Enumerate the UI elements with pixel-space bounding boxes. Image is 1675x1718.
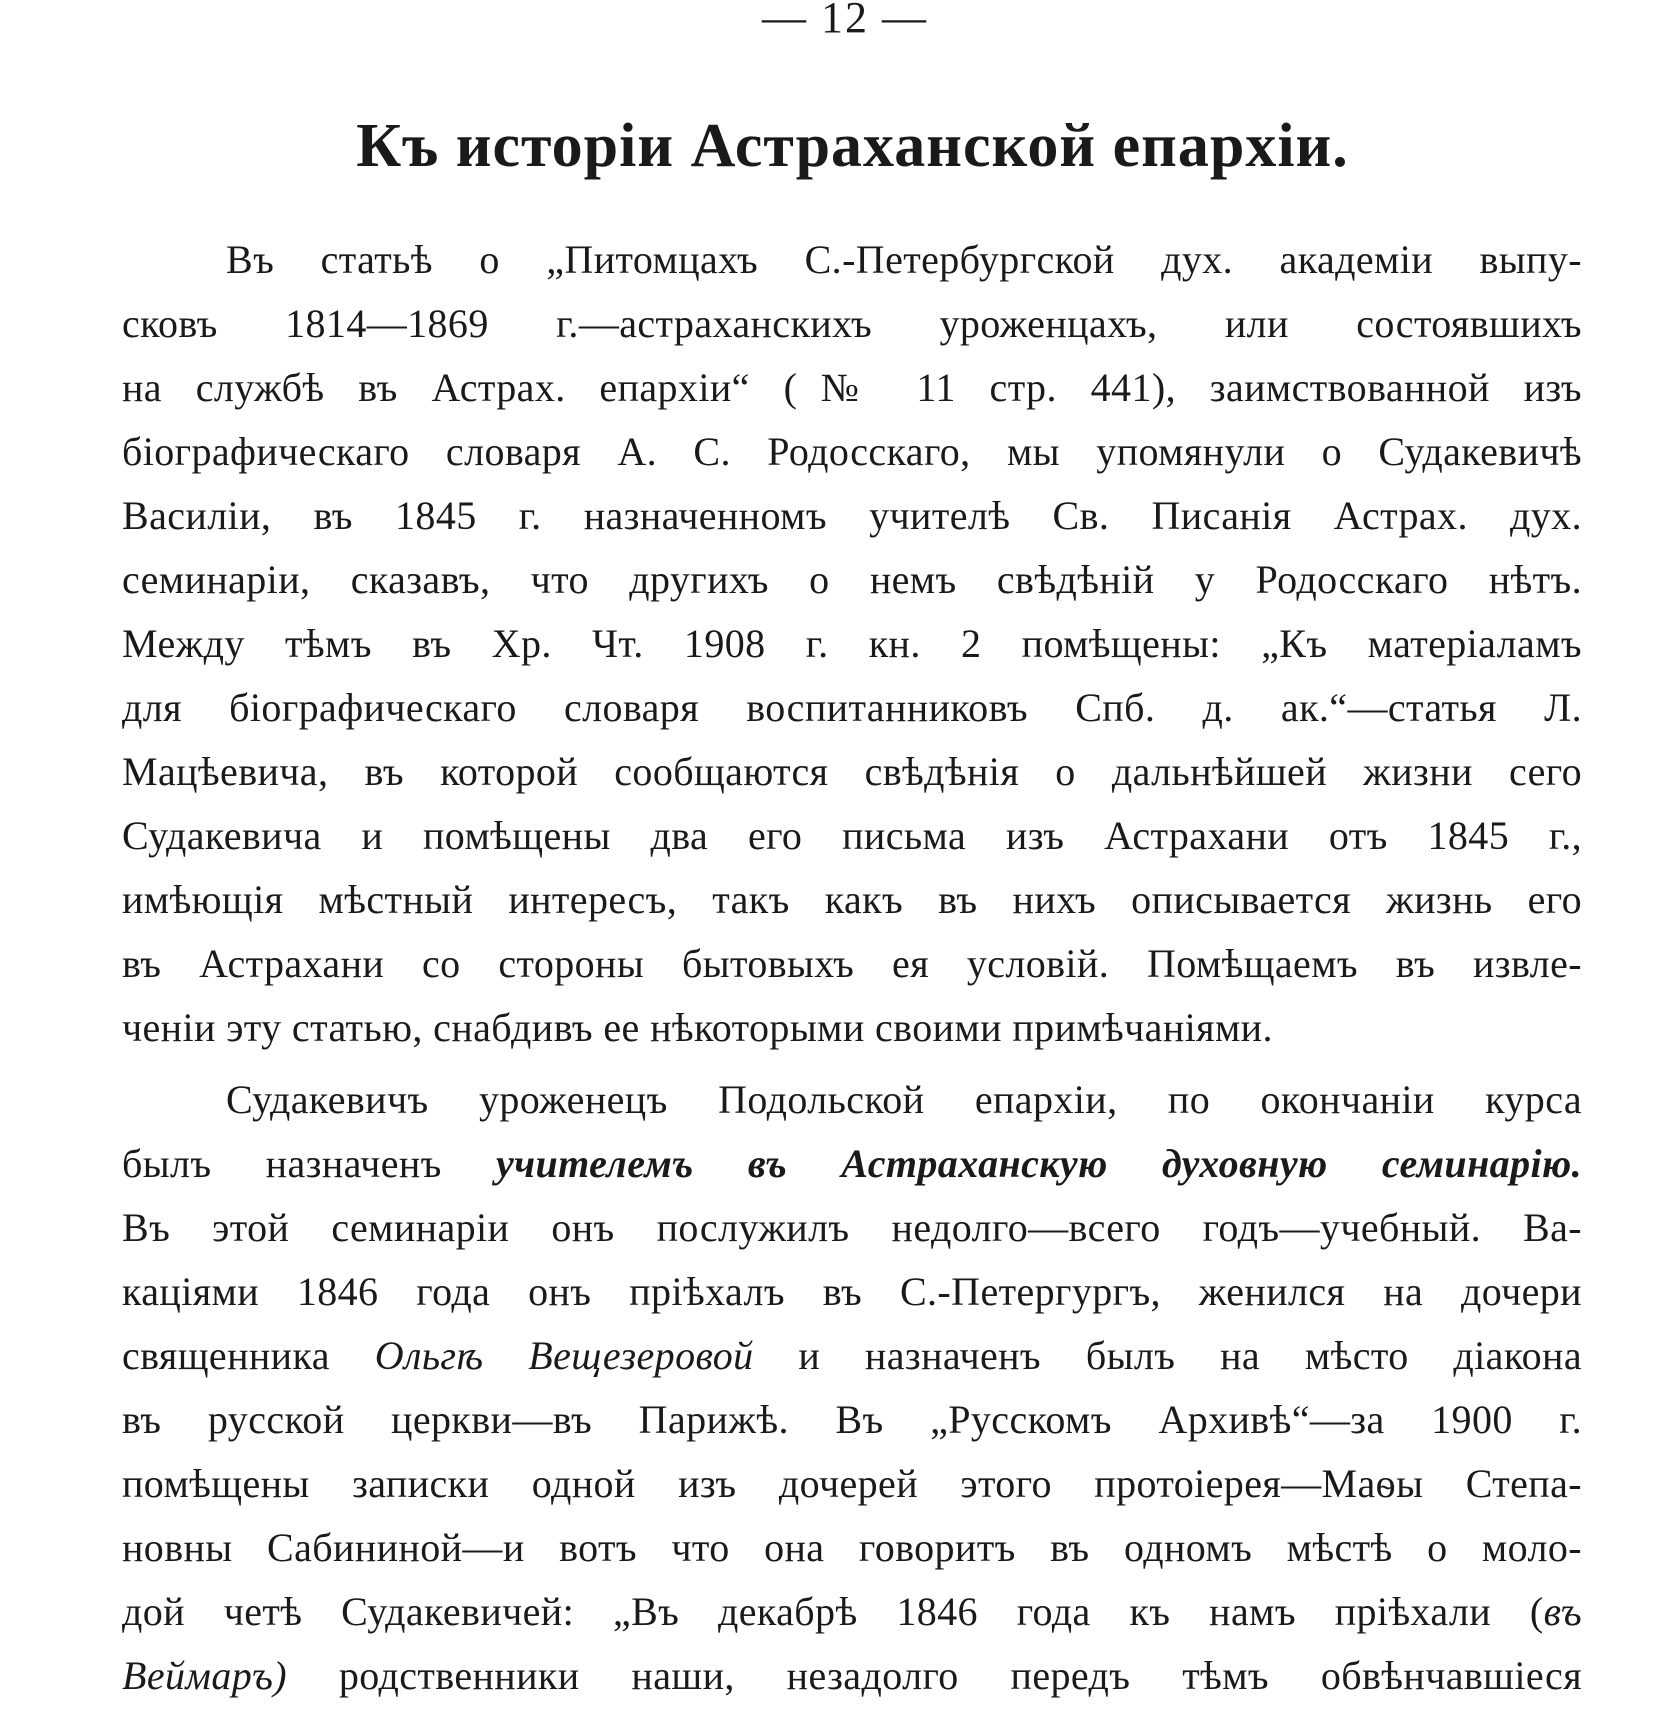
text-line: для біографическаго словаря воспитанниковъ Спб. д. ак.“—статья Л. xyxy=(122,685,1582,730)
emphasized-text: Веймаръ) xyxy=(122,1653,287,1698)
article-body xyxy=(122,228,1582,1708)
text-line: семинаріи, сказавъ, что другихъ о немъ свѣдѣній у Родосскаго нѣтъ. xyxy=(122,557,1582,602)
text-line: Въ этой семинаріи онъ послужилъ недолго—всего годъ—учебный. Ва- xyxy=(122,1205,1582,1250)
text-run: родственники наши, незадолго передъ тѣмъ обвѣнчавшіеся xyxy=(287,1653,1582,1698)
text-line: сковъ 1814—1869 г.—астраханскихъ уроженцахъ, или состоявшихъ xyxy=(122,301,1582,346)
text-run: священника xyxy=(122,1333,375,1378)
text-line: помѣщены записки одной изъ дочерей этого протоіерея—Маѳы Степа- xyxy=(122,1461,1582,1506)
text-line: каціями 1846 года онъ пріѣхалъ въ С.-Петергургъ, женился на дочери xyxy=(122,1269,1582,1314)
article-title: Къ исторіи Астраханской епархіи. xyxy=(356,112,1349,180)
paragraph-1 xyxy=(122,228,1582,1060)
text-line: ченіи эту статью, снабдивъ ее нѣкоторыми своими примѣчаніями. xyxy=(122,1005,1273,1050)
text-line: Судакевичъ уроженецъ Подольской епархіи, по окончаніи курса xyxy=(226,1077,1582,1122)
text-line: Судакевича и помѣщены два его письма изъ Астрахани отъ 1845 г., xyxy=(122,813,1582,858)
text-line: Мацѣевича, въ которой сообщаются свѣдѣнія о дальнѣйшей жизни сего xyxy=(122,749,1582,794)
text-line xyxy=(122,1580,1582,1644)
text-line: біографическаго словаря А. С. Родосскаго, мы упомянули о Судакевичѣ xyxy=(122,429,1582,474)
text-line xyxy=(122,1324,1582,1388)
emphasized-text: Ольгѣ Вещезеровой xyxy=(374,1333,754,1378)
text-line xyxy=(122,1644,1582,1708)
text-line: на службѣ въ Астрах. епархіи“ (№ 11 стр. 441), заимствованной изъ xyxy=(122,365,1582,410)
text-line: Между тѣмъ въ Хр. Чт. 1908 г. кн. 2 помѣщены: „Къ матеріаламъ xyxy=(122,621,1582,666)
text-line: новны Сабининой—и вотъ что она говоритъ въ одномъ мѣстѣ о моло- xyxy=(122,1525,1582,1570)
text-line xyxy=(122,1132,1582,1196)
text-line: Въ статьѣ о „Питомцахъ С.-Петербургской дух. академіи выпу- xyxy=(226,237,1582,282)
emphasized-text: учителемъ въ Астраханскую духовную семинарію. xyxy=(495,1141,1582,1186)
text-run: и назначенъ былъ на мѣсто діакона xyxy=(753,1333,1582,1378)
text-run: дой четѣ Судакевичей: „Въ декабрѣ 1846 года къ намъ пріѣхали ( xyxy=(122,1589,1544,1634)
text-line: Василіи, въ 1845 г. назначенномъ учителѣ Св. Писанія Астрах. дух. xyxy=(122,493,1582,538)
text-line: въ русской церкви—въ Парижѣ. Въ „Русскомъ Архивѣ“—за 1900 г. xyxy=(122,1397,1582,1442)
paragraph-2 xyxy=(122,1068,1582,1708)
text-line: въ Астрахани со стороны бытовыхъ ея условій. Помѣщаемъ въ извле- xyxy=(122,941,1582,986)
text-line: имѣющія мѣстный интересъ, такъ какъ въ нихъ описывается жизнь его xyxy=(122,877,1582,922)
page-number: — 12 — xyxy=(762,0,928,42)
text-run: былъ назначенъ xyxy=(122,1141,496,1186)
emphasized-text: въ xyxy=(1543,1589,1582,1634)
